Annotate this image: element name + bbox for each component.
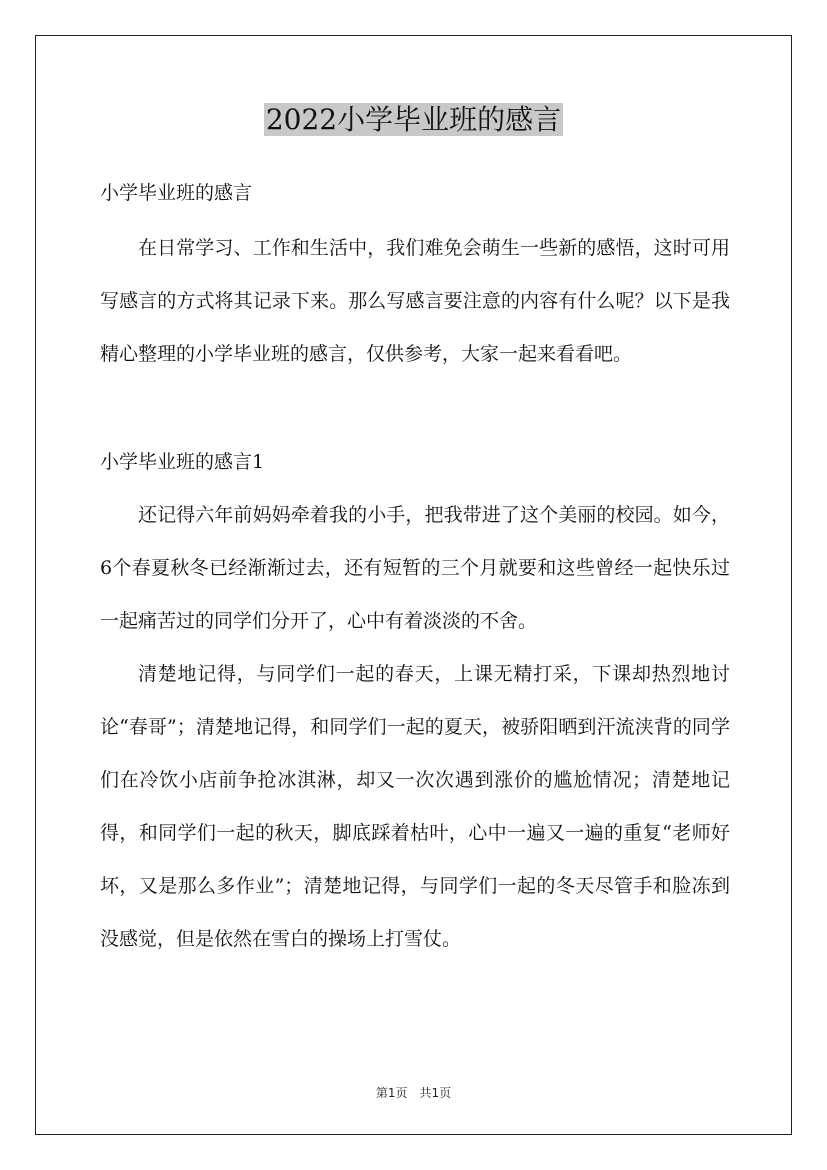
intro-heading: 小学毕业班的感言: [100, 182, 253, 204]
document-title: [0, 100, 827, 140]
page-total: 共1页: [419, 1086, 452, 1100]
intro-paragraph: 在日常学习、工作和生活中，我们难免会萌生一些新的感悟，这时可用写感言的方式将其记录下来。那么写感言要注意的内容有什么呢？以下是我精心整理的小学毕业班的感言，仅供参考，大家一起来看看吧。: [100, 237, 730, 365]
page-footer: [0, 1084, 827, 1101]
document-body: [100, 170, 730, 966]
section1-paragraph-2: 清楚地记得，与同学们一起的春天，上课无精打采，下课却热烈地讨论“春哥”；清楚地记得，和同学们一起的夏天，被骄阳晒到汗流浃背的同学们在冷饮小店前争抢冰淇淋，却又一次次遇到涨价的尴尬情况；清楚地记得，和同学们一起的秋天，脚底踩着枯叶，心中一遍又一遍的重复“老师好坏，又是那么多作业”；清楚地记得，与同学们一起的冬天尽管手和脸冻到没感觉，但是依然在雪白的操场上打雪仗。: [100, 663, 730, 950]
section1-heading: 小学毕业班的感言1: [100, 451, 265, 473]
document-title-text: 2022小学毕业班的感言: [265, 103, 562, 136]
page-number: 第1页: [375, 1086, 408, 1100]
section1-paragraph-1: 还记得六年前妈妈牵着我的小手，把我带进了这个美丽的校园。如今，6个春夏秋冬已经渐渐过去，还有短暂的三个月就要和这些曾经一起快乐过一起痛苦过的同学们分开了，心中有着淡淡的不舍。: [100, 504, 730, 632]
